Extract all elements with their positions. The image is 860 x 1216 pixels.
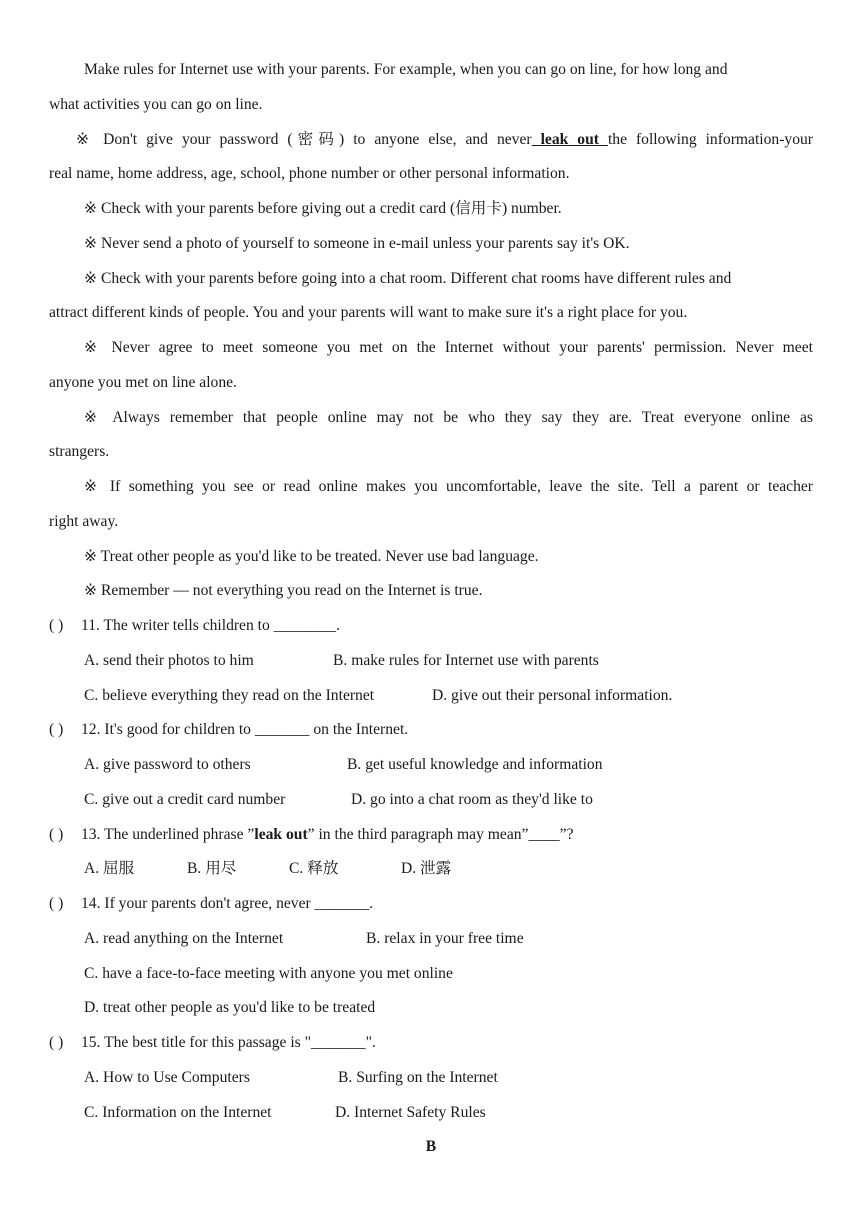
passage-text: the following information-your xyxy=(607,130,813,148)
passage-line: strangers. xyxy=(49,443,110,461)
passage-line: ※ Always remember that people online may not be who they say they are. Treat everyone online as xyxy=(84,408,813,426)
options-row xyxy=(49,1096,813,1131)
answer-blank[interactable]: ( ) xyxy=(49,825,64,843)
passage-line: real name, home address, age, school, phone number or other personal information. xyxy=(49,165,570,183)
question-text: 12. It's good for children to _______ on the Internet. xyxy=(81,721,409,739)
passage-text: ※ Don't give your password (密码) to anyone else, and never xyxy=(76,130,532,148)
option-c: C. 释放 xyxy=(289,860,339,878)
passage-line: right away. xyxy=(49,512,119,530)
option-d: D. Internet Safety Rules xyxy=(335,1103,486,1121)
option-b: B. Surfing on the Internet xyxy=(338,1068,498,1086)
passage-line: ※ Treat other people as you'd like to be treated. Never use bad language. xyxy=(84,547,539,565)
option-b: B. make rules for Internet use with parents xyxy=(333,651,599,669)
option-b: B. relax in your free time xyxy=(366,929,524,947)
question-stem xyxy=(49,713,813,748)
answer-blank[interactable]: ( ) xyxy=(49,1034,64,1051)
passage-line: what activities you can go on line. xyxy=(49,95,263,113)
question-stem xyxy=(49,818,813,853)
options-row xyxy=(49,679,813,714)
option-c: C. give out a credit card number xyxy=(84,790,286,808)
option-b: B. 用尽 xyxy=(187,860,237,878)
options-row xyxy=(49,922,813,957)
option-a: A. read anything on the Internet xyxy=(84,929,284,947)
passage-line: ※ Check with your parents before giving out a credit card (信用卡) number. xyxy=(84,200,562,217)
option-c: C. believe everything they read on the Internet xyxy=(84,686,375,704)
question-stem xyxy=(49,887,813,922)
passage-line: ※ Never agree to meet someone you met on the Internet without your parents' permission. Never meet xyxy=(84,339,813,356)
passage-line: ※ Check with your parents before going into a chat room. Different chat rooms have different rules and xyxy=(84,269,732,287)
question-stem xyxy=(49,1026,813,1061)
passage-line: ※ Never send a photo of yourself to someone in e-mail unless your parents say it's OK. xyxy=(84,234,630,252)
option-c: C. have a face-to-face meeting with anyone you met online xyxy=(84,964,453,982)
question-text: 15. The best title for this passage is "_______". xyxy=(81,1034,376,1051)
options-row xyxy=(49,644,813,679)
question-text: ” in the third paragraph may mean”____”? xyxy=(307,825,574,843)
question-text: 14. If your parents don't agree, never _______. xyxy=(81,895,374,912)
answer-blank[interactable]: ( ) xyxy=(49,721,64,739)
options-row xyxy=(49,748,813,783)
bold-phrase: leak out xyxy=(254,825,308,843)
option-c: C. Information on the Internet xyxy=(84,1103,272,1121)
options-row xyxy=(49,852,813,887)
question-text: 13. The underlined phrase ” xyxy=(81,825,255,843)
passage-line: ※ Remember — not everything you read on the Internet is true. xyxy=(84,582,483,600)
passage-line: ※ If something you see or read online makes you uncomfortable, leave the site. Tell a parent or teacher xyxy=(84,478,813,495)
option-b: B. get useful knowledge and information xyxy=(347,756,603,773)
option-a: A. send their photos to him xyxy=(84,651,254,669)
section-heading: B xyxy=(425,1138,437,1156)
passage-line: anyone you met on line alone. xyxy=(49,373,237,391)
passage-line: Make rules for Internet use with your parents. For example, when you can go on line, for how long and xyxy=(84,61,728,78)
answer-blank[interactable]: ( ) xyxy=(49,895,64,912)
option-d: D. give out their personal information. xyxy=(432,686,673,704)
passage-line xyxy=(49,123,813,158)
passage-line: attract different kinds of people. You and your parents will want to make sure it's a right place for you. xyxy=(49,304,688,322)
option-d: D. treat other people as you'd like to be treated xyxy=(84,999,376,1017)
document-page xyxy=(49,53,813,1165)
options-row xyxy=(49,783,813,818)
option-a: A. 屈服 xyxy=(84,860,135,878)
question-stem xyxy=(49,609,813,644)
option-a: A. How to Use Computers xyxy=(84,1068,250,1086)
option-d: D. 泄露 xyxy=(401,860,452,878)
answer-blank[interactable]: ( ) xyxy=(49,617,64,634)
option-a: A. give password to others xyxy=(84,756,251,773)
underlined-phrase: leak out xyxy=(531,130,608,148)
question-text: 11. The writer tells children to ________. xyxy=(81,617,340,634)
options-row xyxy=(49,1061,813,1096)
option-d: D. go into a chat room as they'd like to xyxy=(351,790,593,808)
